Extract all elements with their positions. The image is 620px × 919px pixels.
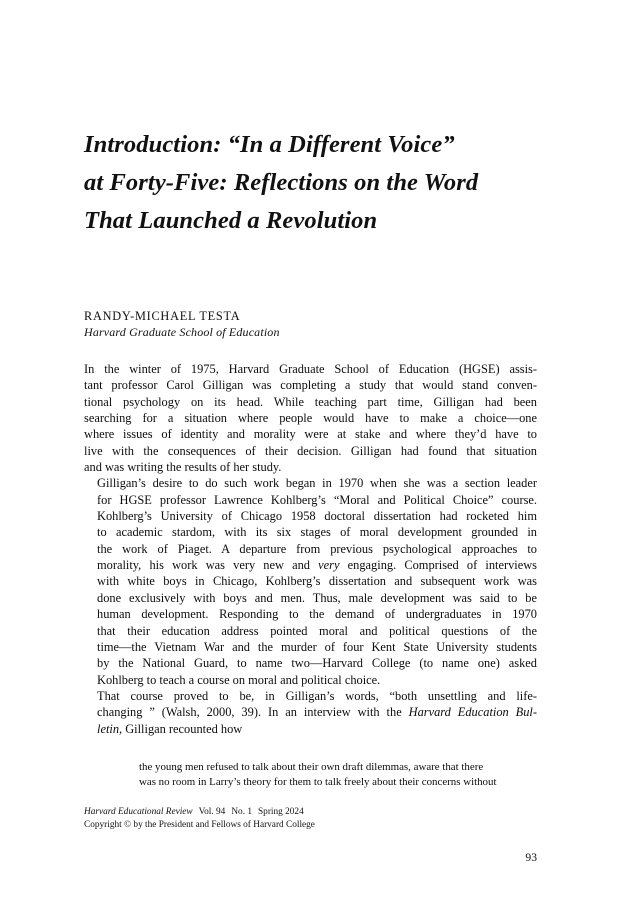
text-line: human development. Responding to the demand of undergraduates in 1970 [97, 607, 537, 622]
text-line: tional psychology on its head. While teaching part time, Gilligan had been [84, 394, 537, 409]
emphasis-very: very [318, 558, 340, 573]
text-run: changing ” (Walsh, 2000, 39). In an interview with the [97, 705, 409, 720]
text-run: Gilligan recounted how [122, 721, 243, 736]
title-line-1: Introduction: “In a Different Voice” [84, 131, 455, 159]
journal-title-emphasis: letin, [97, 721, 123, 736]
text-run: engaging. Comprised of interviews [339, 558, 537, 573]
text-line: where issues of identity and morality were at stake and where they’d have to [84, 427, 537, 442]
paragraph-3 [84, 688, 537, 737]
body-text [84, 361, 537, 737]
text-line: time—the Vietnam War and the murder of four Kent State University students [97, 639, 537, 654]
quote-paragraph [139, 760, 577, 789]
text-line: Gilligan’s desire to do such work began in 1970 when she was a section leader [97, 476, 537, 491]
text-run: morality, his work was very new and [97, 558, 319, 573]
journal-title-emphasis: Harvard Education Bul- [408, 705, 537, 720]
paragraph-1 [84, 361, 537, 475]
quote-line: the young men refused to talk about their own draft dilemmas, aware that there [139, 761, 484, 773]
byline [84, 308, 544, 341]
volume: Vol. 94 [198, 807, 226, 817]
copyright-line: Copyright © by the President and Fellows of Harvard College [84, 820, 315, 831]
author-affiliation: Harvard Graduate School of Education [84, 325, 280, 339]
page-footer [84, 806, 544, 832]
text-line: Kohlberg’s University of Chicago 1958 doctoral dissertation had rocketed him [97, 509, 537, 524]
text-line-with-citation [84, 721, 537, 737]
text-line: the work of Piaget. A departure from previous psychological approaches to [97, 541, 537, 556]
season-year: Spring 2024 [258, 807, 304, 817]
text-line: that their education address pointed moral and political questions of the [97, 623, 537, 638]
title-line-3: That Launched a Revolution [84, 207, 378, 235]
text-line-with-emphasis [84, 557, 537, 573]
text-line: for HGSE professor Lawrence Kohlberg’s “Moral and Political Choice” course. [97, 492, 537, 507]
paragraph-2 [84, 475, 537, 687]
page-number: 93 [525, 851, 537, 864]
text-line: searching for a situation where people would have to make a choice—one [84, 411, 537, 426]
quote-line: was no room in Larry’s theory for them to talk freely about their concerns without [139, 775, 497, 788]
text-line: done exclusively with boys and men. Thus, male development was said to be [97, 590, 537, 605]
author-name: RANDY-MICHAEL TESTA [84, 309, 241, 323]
issue: No. 1 [231, 807, 252, 817]
text-line: by the National Guard, to name two—Harvard College (to name one) asked [97, 656, 537, 671]
text-line: Kohlberg to teach a course on moral and political choice. [97, 672, 381, 687]
text-line: tant professor Carol Gilligan was completing a study that would stand conven- [84, 378, 537, 393]
text-line: In the winter of 1975, Harvard Graduate School of Education (HGSE) assis- [84, 362, 537, 376]
text-line: and was writing the results of her study. [84, 460, 282, 475]
text-line: That course proved to be, in Gilligan’s words, “both unsettling and life- [97, 688, 537, 703]
page-title [84, 126, 544, 240]
block-quotation [139, 760, 577, 789]
footer-citation-line [84, 806, 544, 819]
text-line-with-citation [84, 704, 537, 720]
journal-name: Harvard Educational Review [84, 807, 193, 817]
title-line-2: at Forty-Five: Reflections on the Word [84, 169, 479, 197]
text-line: live with the consequences of their decision. Gilligan had found that situation [84, 443, 537, 458]
text-line: with white boys in Chicago, Kohlberg’s dissertation and subsequent work was [97, 574, 537, 589]
text-line: to academic stardom, with its six stages of moral development grounded in [97, 525, 537, 540]
